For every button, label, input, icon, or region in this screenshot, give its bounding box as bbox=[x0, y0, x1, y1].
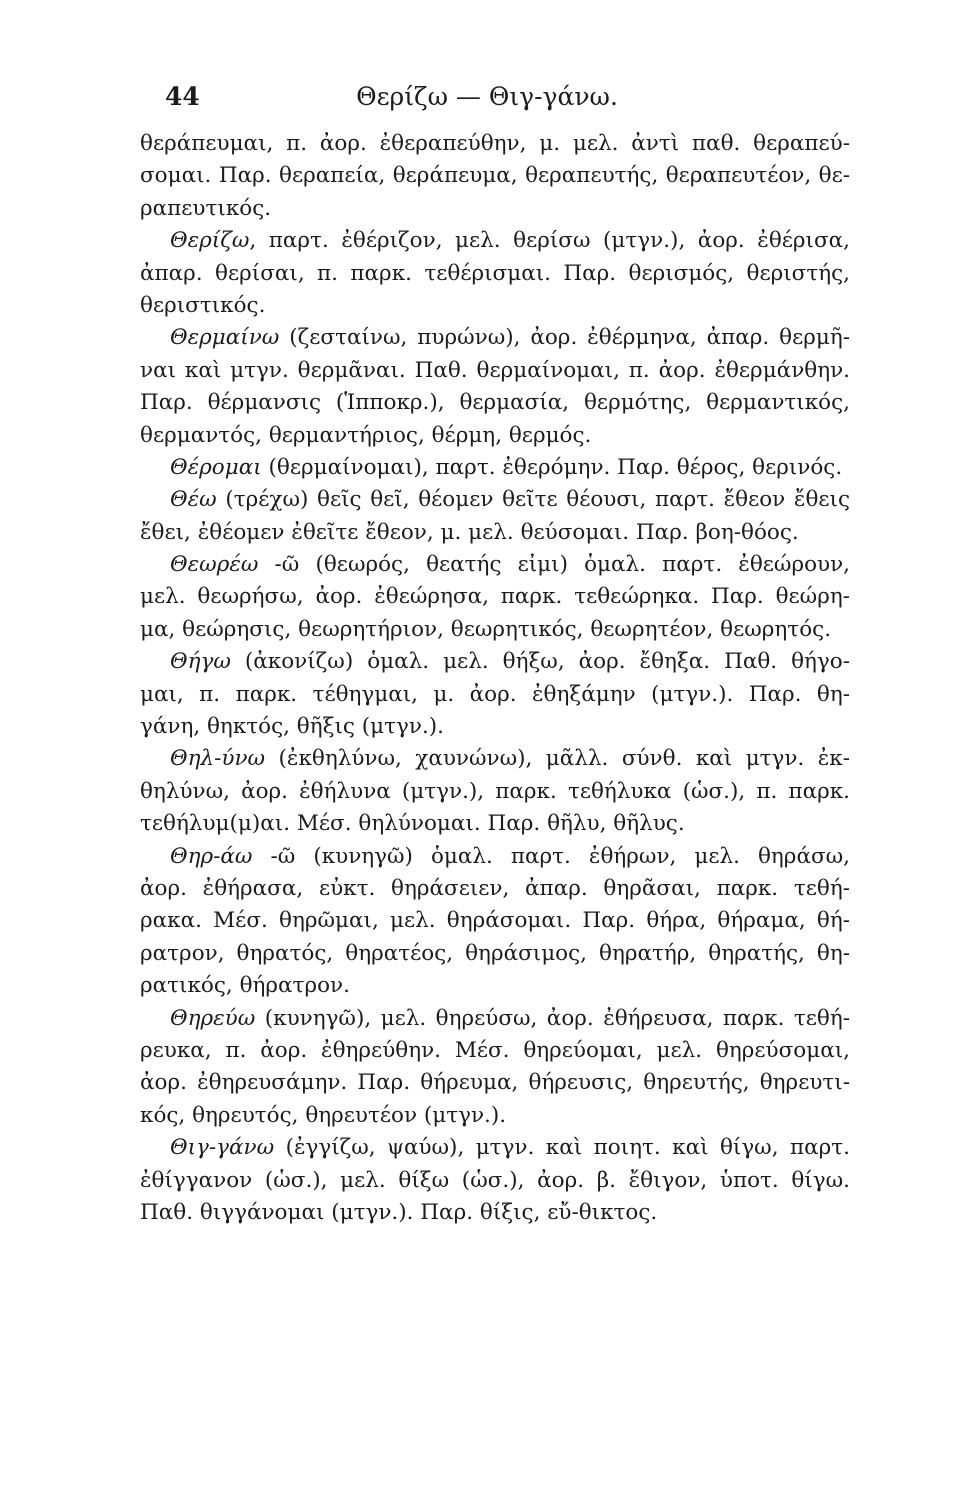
line-text: (τρέχω) θεῖς θεῖ, θέομεν θεῖτε θέουσι, παρτ. ἔθεον ἔθεις bbox=[216, 487, 850, 513]
headword: Θερίζω bbox=[170, 228, 250, 254]
dictionary-entry bbox=[140, 646, 850, 743]
text-line bbox=[140, 1165, 850, 1197]
text-line bbox=[140, 970, 850, 1002]
line-text: γάνη, θηκτός, θῆξις (μτγν.). bbox=[140, 714, 445, 740]
line-text: ρακα. Μέσ. θηρῶμαι, μελ. θηράσομαι. Παρ. θήρα, θήραμα, θή- bbox=[140, 908, 850, 934]
line-text: θερμαντός, θερμαντήριος, θέρμη, θερμός. bbox=[140, 422, 592, 448]
text-line bbox=[140, 1003, 850, 1035]
line-text: ἔθει, ἐθέομεν ἐθεῖτε ἔθεον, μ. μελ. θεύσομαι. Παρ. βοη-θόος. bbox=[140, 519, 799, 545]
text-line bbox=[140, 322, 850, 354]
line-text: (κυνηγῶ), μελ. θηρεύσω, ἀορ. ἐθήρευσα, παρκ. τεθή- bbox=[255, 1005, 850, 1031]
line-text: σομαι. Παρ. θεραπεία, θεράπευμα, θεραπευτής, θεραπευτέον, θε- bbox=[140, 163, 850, 189]
line-text: (ζεσταίνω, πυρώνω), ἀορ. ἐθέρμηνα, ἀπαρ. θερμῆ- bbox=[279, 325, 850, 351]
line-text: (θερμαίνομαι), παρτ. ἐθερόμην. Παρ. θέρος, θερινός. bbox=[261, 454, 843, 480]
text-line bbox=[140, 517, 850, 549]
line-text: Παρ. θέρμανσις (Ἱπποκρ.), θερμασία, θερμότης, θερμαντικός, bbox=[140, 390, 850, 416]
dictionary-entries bbox=[140, 128, 850, 1229]
text-line bbox=[140, 387, 850, 419]
line-text: ρατικός, θήρατρον. bbox=[140, 973, 350, 999]
text-line bbox=[140, 160, 850, 192]
text-line bbox=[140, 1035, 850, 1067]
dictionary-entry bbox=[140, 743, 850, 840]
line-text: ἀορ. ἐθηρευσάμην. Παρ. θήρευμα, θήρευσις, θηρευτής, θηρευτι- bbox=[140, 1070, 850, 1096]
text-line bbox=[140, 225, 850, 257]
line-text: ἀπαρ. θερίσαι, π. παρκ. τεθέρισμαι. Παρ. θερισμός, θεριστής, bbox=[140, 260, 850, 286]
line-text: Παθ. θιγγάνομαι (μτγν.). Παρ. θίξις, εὔ-θικτος. bbox=[140, 1199, 658, 1225]
headword: Θηρ-άω bbox=[170, 843, 253, 869]
line-text: κός, θηρευτός, θηρευτέον (μτγν.). bbox=[140, 1102, 507, 1128]
headword: Θηρεύω bbox=[170, 1005, 256, 1031]
line-text: θεριστικός. bbox=[140, 292, 266, 318]
text-line bbox=[140, 452, 850, 484]
line-text: ἀορ. ἐθήρασα, εὐκτ. θηράσειεν, ἀπαρ. θηρᾶσαι, παρκ. τεθή- bbox=[140, 875, 850, 901]
text-line bbox=[140, 776, 850, 808]
text-line bbox=[140, 873, 850, 905]
line-text: τεθήλυμ(μ)αι. Μέσ. θηλύνομαι. Παρ. θῆλυ, θῆλυς. bbox=[140, 811, 685, 837]
text-line bbox=[140, 614, 850, 646]
headword: Θέω bbox=[170, 487, 217, 513]
headword: Θεωρέω bbox=[170, 552, 259, 578]
text-line bbox=[140, 905, 850, 937]
text-line bbox=[140, 355, 850, 387]
dictionary-entry bbox=[140, 452, 850, 484]
text-line bbox=[140, 711, 850, 743]
dictionary-entry bbox=[140, 128, 850, 225]
line-text: -ῶ (θεωρός, θεατής εἰμι) ὁμαλ. παρτ. ἐθεώρουν, bbox=[258, 552, 850, 578]
text-line bbox=[140, 549, 850, 581]
text-line bbox=[140, 679, 850, 711]
line-text: ρευκα, π. ἀορ. ἐθηρεύθην. Μέσ. θηρεύομαι, μελ. θηρεύσομαι, bbox=[140, 1037, 850, 1063]
line-text: μα, θεώρησις, θεωρητήριον, θεωρητικός, θεωρητέον, θεωρητός. bbox=[140, 616, 832, 642]
text-line bbox=[140, 743, 850, 775]
line-text: ραπευτικός. bbox=[140, 195, 272, 221]
headword: Θιγ-γάνω bbox=[170, 1135, 275, 1161]
line-text: -ῶ (κυνηγῶ) ὁμαλ. παρτ. ἐθήρων, μελ. θηράσω, bbox=[252, 843, 850, 869]
text-line bbox=[140, 646, 850, 678]
text-line bbox=[140, 1067, 850, 1099]
headword: Θηλ-ύνω bbox=[170, 746, 266, 772]
line-text: (ἀκονίζω) ὁμαλ. μελ. θήξω, ἀορ. ἔθηξα. Παθ. θήγο- bbox=[230, 649, 850, 675]
line-text: θηλύνω, ἀορ. ἐθήλυνα (μτγν.), παρκ. τεθήλυκα (ὡσ.), π. παρκ. bbox=[140, 778, 850, 804]
dictionary-entry bbox=[140, 1003, 850, 1133]
headword: Θερμαίνω bbox=[170, 325, 280, 351]
dictionary-entry bbox=[140, 549, 850, 646]
line-text: ἐθίγγανον (ὡσ.), μελ. θίξω (ὡσ.), ἀορ. β. ἔθιγον, ὑποτ. θίγω. bbox=[140, 1167, 850, 1193]
running-title: Θερίζω — Θιγ-γάνω. bbox=[356, 82, 618, 111]
text-line bbox=[140, 193, 850, 225]
text-line bbox=[140, 581, 850, 613]
line-text: ναι καὶ μτγν. θερμᾶναι. Παθ. θερμαίνομαι, π. ἀορ. ἐθερμάνθην. bbox=[140, 357, 850, 383]
line-text: (ἐγγίζω, ψαύω), μτγν. καὶ ποιητ. καὶ θίγω, παρτ. bbox=[274, 1135, 850, 1161]
text-line bbox=[140, 290, 850, 322]
line-text: ρατρον, θηρατός, θηρατέος, θηράσιμος, θηρατήρ, θηρατής, θη- bbox=[140, 940, 850, 966]
page-number: 44 bbox=[165, 82, 200, 111]
text-line bbox=[140, 1197, 850, 1229]
text-line bbox=[140, 484, 850, 516]
text-line bbox=[140, 1100, 850, 1132]
line-text: θεράπευμαι, π. ἀορ. ἐθεραπεύθην, μ. μελ. ἀντὶ παθ. θεραπεύ- bbox=[140, 131, 850, 156]
text-line bbox=[140, 128, 850, 160]
text-line bbox=[140, 420, 850, 452]
dictionary-entry bbox=[140, 1132, 850, 1229]
text-line bbox=[140, 938, 850, 970]
text-line bbox=[140, 1132, 850, 1164]
dictionary-entry bbox=[140, 322, 850, 452]
dictionary-entry bbox=[140, 225, 850, 322]
headword: Θήγω bbox=[170, 649, 231, 675]
dictionary-entry bbox=[140, 484, 850, 549]
headword: Θέρομαι bbox=[170, 454, 262, 480]
line-text: μαι, π. παρκ. τέθηγμαι, μ. ἀορ. ἐθηξάμην (μτγν.). Παρ. θη- bbox=[140, 681, 850, 707]
line-text: μελ. θεωρήσω, ἀορ. ἐθεώρησα, παρκ. τεθεώρηκα. Παρ. θεώρη- bbox=[140, 584, 850, 610]
line-text: , παρτ. ἐθέριζον, μελ. θερίσω (μτγν.), ἀορ. ἐθέρισα, bbox=[249, 228, 850, 254]
text-line bbox=[140, 258, 850, 290]
page-header bbox=[145, 82, 829, 122]
text-line bbox=[140, 841, 850, 873]
line-text: (ἐκθηλύνω, χαυνώνω), μᾶλλ. σύνθ. καὶ μτγν. ἐκ- bbox=[265, 746, 850, 772]
dictionary-entry bbox=[140, 841, 850, 1003]
text-line bbox=[140, 808, 850, 840]
